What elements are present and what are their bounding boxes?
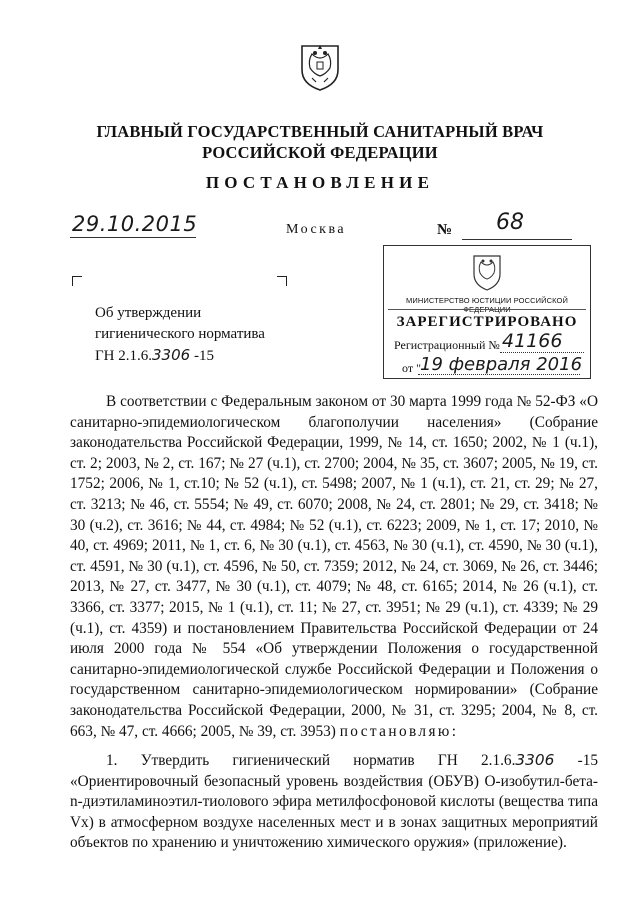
city: Москва bbox=[286, 222, 347, 237]
decree-number: 68 bbox=[496, 210, 524, 235]
date-underline bbox=[70, 237, 196, 238]
stamp-ministry: МИНИСТЕРСТВО ЮСТИЦИИ РОССИЙСКОЙ ФЕДЕРАЦИИ bbox=[406, 296, 568, 314]
number-underline bbox=[462, 239, 572, 240]
stamp-number-underline bbox=[500, 352, 584, 353]
number-label: № bbox=[437, 222, 453, 238]
item-1-rest: -15 «Ориентировочный безопасный уровень воздействия (ОБУВ) О-изобутил-бета-n-диэтиламиноэтил-тиолового эфира метилфосфоновой кислоты (вещества типа Vх) в атмосферном воздухе населенных мест и в зонах защитных мероприятий объектов по хранению и уничтожению химического оружия» (приложение). bbox=[70, 752, 599, 852]
stamp-date: 19 февраля 2016 bbox=[420, 354, 583, 375]
subject-line2: гигиенического норматива bbox=[95, 326, 265, 342]
stamp-date-underline bbox=[418, 374, 580, 375]
preamble-paragraph bbox=[70, 392, 598, 742]
registration-stamp bbox=[383, 245, 591, 379]
subject-corner-right bbox=[277, 276, 287, 286]
stamp-reg-number: 41166 bbox=[502, 330, 563, 352]
stamp-reg-number-label: Регистрационный № bbox=[394, 338, 500, 352]
subject-line3 bbox=[95, 345, 295, 367]
resolution-verb: постановляю: bbox=[339, 722, 459, 740]
preamble-text: В соответствии с Федеральным законом от 30 марта 1999 года № 52-ФЗ «О санитарно-эпидемиологическом благополучии населения» (Собрание законодательства Российской Федерации, 1999, № 14, ст. 1650; 2002, № 1 (ч.1), ст. 2; 2003, № 2, ст. 167; № 27 (ч.1), ст. 2700; 2004, № 35, ст. 3607; 2005, № 19, ст. 1752; 2006, № 1, ст.10; № 52 (ч.1), ст. 5498; 2007, № 1 (ч.1), ст. 21, ст. 29; № 27, ст. 3213; № 46, ст. 5554; № 49, ст. 6070; 2008, № 24, ст. 2801; № 29, ст. 3418; № 30 (ч.2), ст. 3616; № 44, ст. 4984; № 52 (ч.1), ст. 6223; 2009, № 1, ст. 17; 2010, № 40, ст. 4969; 2011, № 1, ст. 6, № 30 (ч.1), ст. 4563, № 30 (ч.1), ст. 4590, № 30 (ч.1), ст. 4591, № 30 (ч.1), ст. 4596, № 50, ст. 7359; 2012, № 24, ст. 3069, № 26, ст. 3446; 2013, № 27, ст. 3477, № 30 (ч.1), ст. 4079; № 48, ст. 6165; 2014, № 26 (ч.1), ст. 3366, ст. 3377; 2015, № 1 (ч.1), ст. 11; № 27, ст. 3951; № 29 (ч.1), ст. 4339; № 29 (ч.1), ст. 4359) и постановлением Правительства Российской Федерации от 24 июля 2000 года № 554 «Об утверждении Положения о государственной санитарно-эпидемиологической службе Российской Федерации и Положения о государственном санитарно-эпидемиологическом нормировании» (Собрание законодательства Российской Федерации, 2000, № 31, ст. 3295; 2004, № 8, ст. 663, № 47, ст. 4666; 2005, № 39, ст. 3953) bbox=[70, 393, 598, 740]
issuer-title-line2: РОССИЙСКОЙ ФЕДЕРАЦИИ bbox=[202, 143, 438, 162]
stamp-date-label: от " bbox=[402, 361, 421, 375]
stamp-registered: ЗАРЕГИСТРИРОВАНО bbox=[396, 314, 578, 330]
subject-code-prefix: ГН 2.1.6. bbox=[95, 348, 153, 364]
item-1-paragraph bbox=[70, 750, 598, 854]
coat-of-arms-emblem bbox=[296, 40, 344, 92]
decree-date: 29.10.2015 bbox=[72, 212, 198, 236]
stamp-separator bbox=[388, 309, 586, 310]
subject-corner-left bbox=[72, 276, 82, 286]
subject-code-suffix: -15 bbox=[190, 348, 214, 364]
issuer-title-line1: ГЛАВНЫЙ ГОСУДАРСТВЕННЫЙ САНИТАРНЫЙ ВРАЧ bbox=[96, 122, 544, 141]
item-1-start: 1. Утвердить гигиенический норматив ГН 2.1.6. bbox=[106, 752, 516, 769]
document-type-title: ПОСТАНОВЛЕНИЕ bbox=[205, 173, 435, 192]
stamp-emblem-icon bbox=[469, 252, 505, 292]
item-1-code-handwritten: 3306 bbox=[515, 751, 555, 769]
subject-line1: Об утверждении bbox=[95, 305, 202, 321]
subject-code-handwritten: 3306 bbox=[152, 346, 191, 364]
